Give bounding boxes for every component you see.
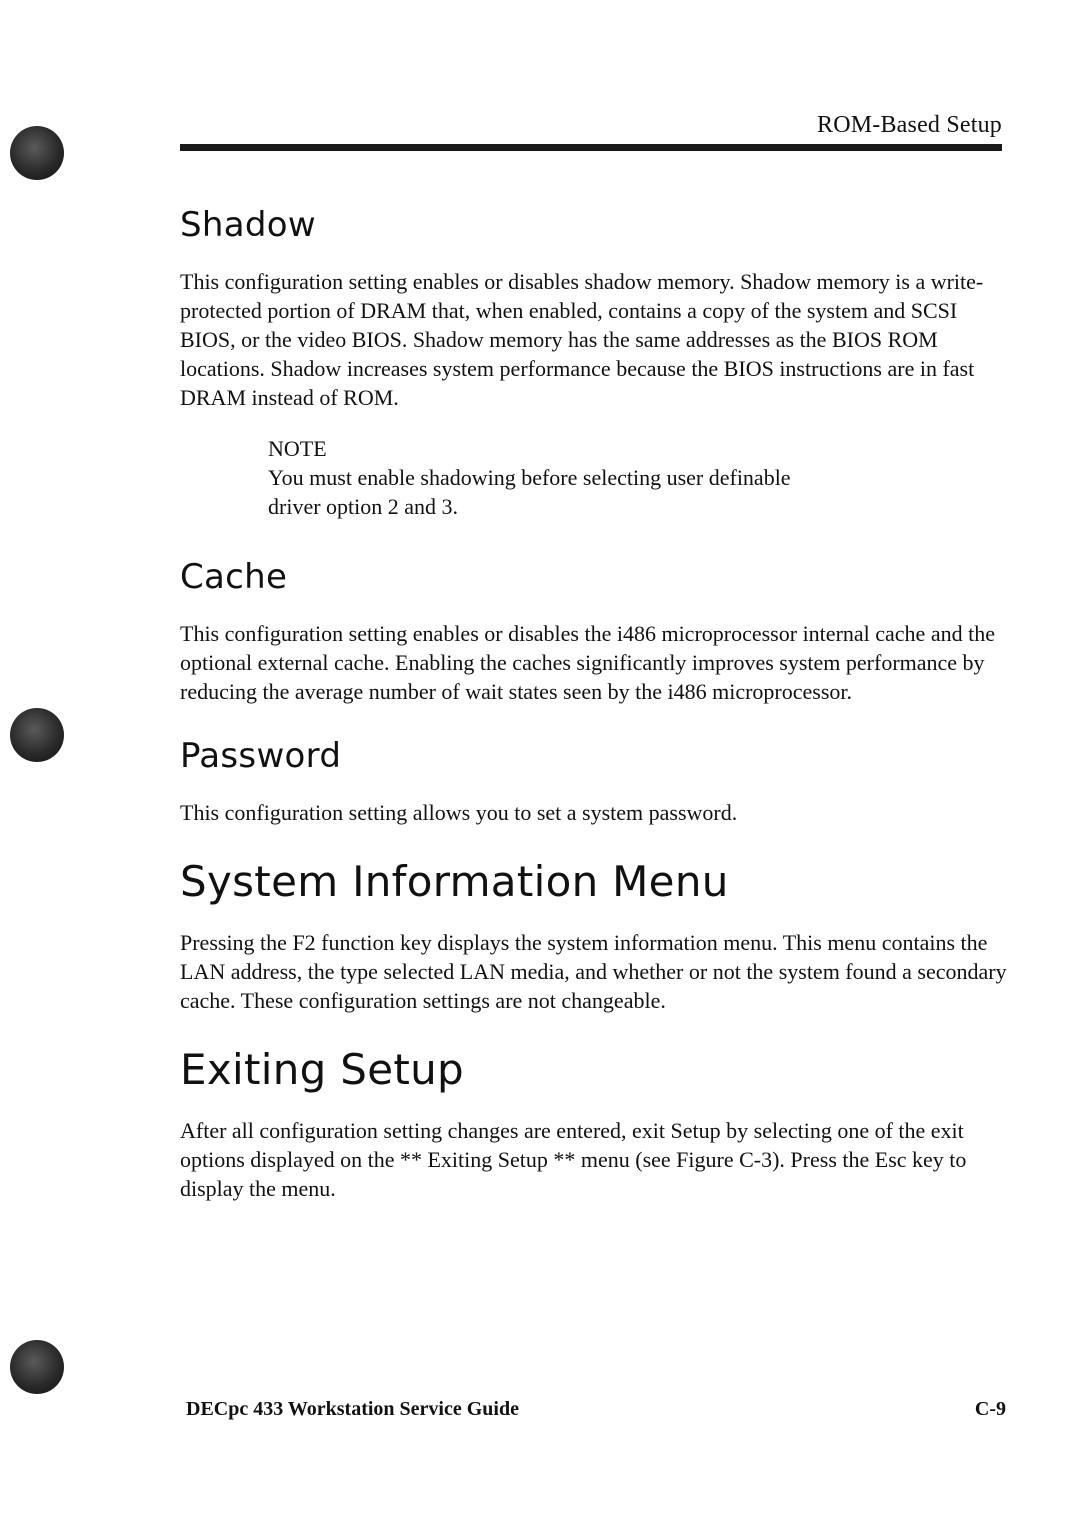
section-system-information-menu [180, 857, 1010, 1015]
section-title: Shadow [180, 205, 316, 245]
page-content [180, 205, 1010, 1203]
section-shadow [180, 205, 1010, 521]
section-cache [180, 557, 1010, 706]
running-head: ROM-Based Setup [817, 112, 1002, 138]
footer-guide-title: DECpc 433 Workstation Service Guide [186, 1398, 519, 1420]
footer-page-number: C-9 [974, 1398, 1006, 1420]
section-paragraph: This configuration setting enables or disables the i486 microprocessor internal cache and the optional external cache. Enabling the caches significantly improves system performance by reducing the average number of wait states seen by the i486 microprocessor. [180, 621, 995, 704]
note-box [268, 434, 1010, 521]
section-title: Cache [180, 557, 288, 597]
punch-hole [10, 708, 64, 762]
punch-hole [10, 1340, 64, 1394]
note-label: NOTE [268, 436, 327, 461]
chapter-title: Exiting Setup [180, 1045, 464, 1094]
header-rule [180, 144, 1002, 151]
chapter-title: System Information Menu [180, 857, 729, 906]
section-paragraph: Pressing the F2 function key displays the system information menu. This menu contains the LAN address, the type selected LAN media, and whether or not the system found a secondary cache. These configuration settings are not changeable. [180, 930, 1007, 1013]
section-password [180, 736, 1010, 827]
note-text: You must enable shadowing before selecting user definable driver option 2 and 3. [268, 465, 791, 519]
section-exiting-setup [180, 1045, 1010, 1203]
section-title: Password [180, 736, 342, 776]
section-paragraph: After all configuration setting changes are entered, exit Setup by selecting one of the exit options displayed on the ** Exiting Setup ** menu (see Figure C-3). Press the Esc key to display the menu. [180, 1118, 967, 1201]
section-paragraph: This configuration setting enables or disables shadow memory. Shadow memory is a write-protected portion of DRAM that, when enabled, contains a copy of the system and SCSI BIOS, or the video BIOS. Shadow memory has the same addresses as the BIOS ROM locations. Shadow increases system performance because the BIOS instructions are in fast DRAM instead of ROM. [180, 269, 984, 410]
punch-hole [10, 126, 64, 180]
section-paragraph: This configuration setting allows you to set a system password. [180, 800, 738, 825]
